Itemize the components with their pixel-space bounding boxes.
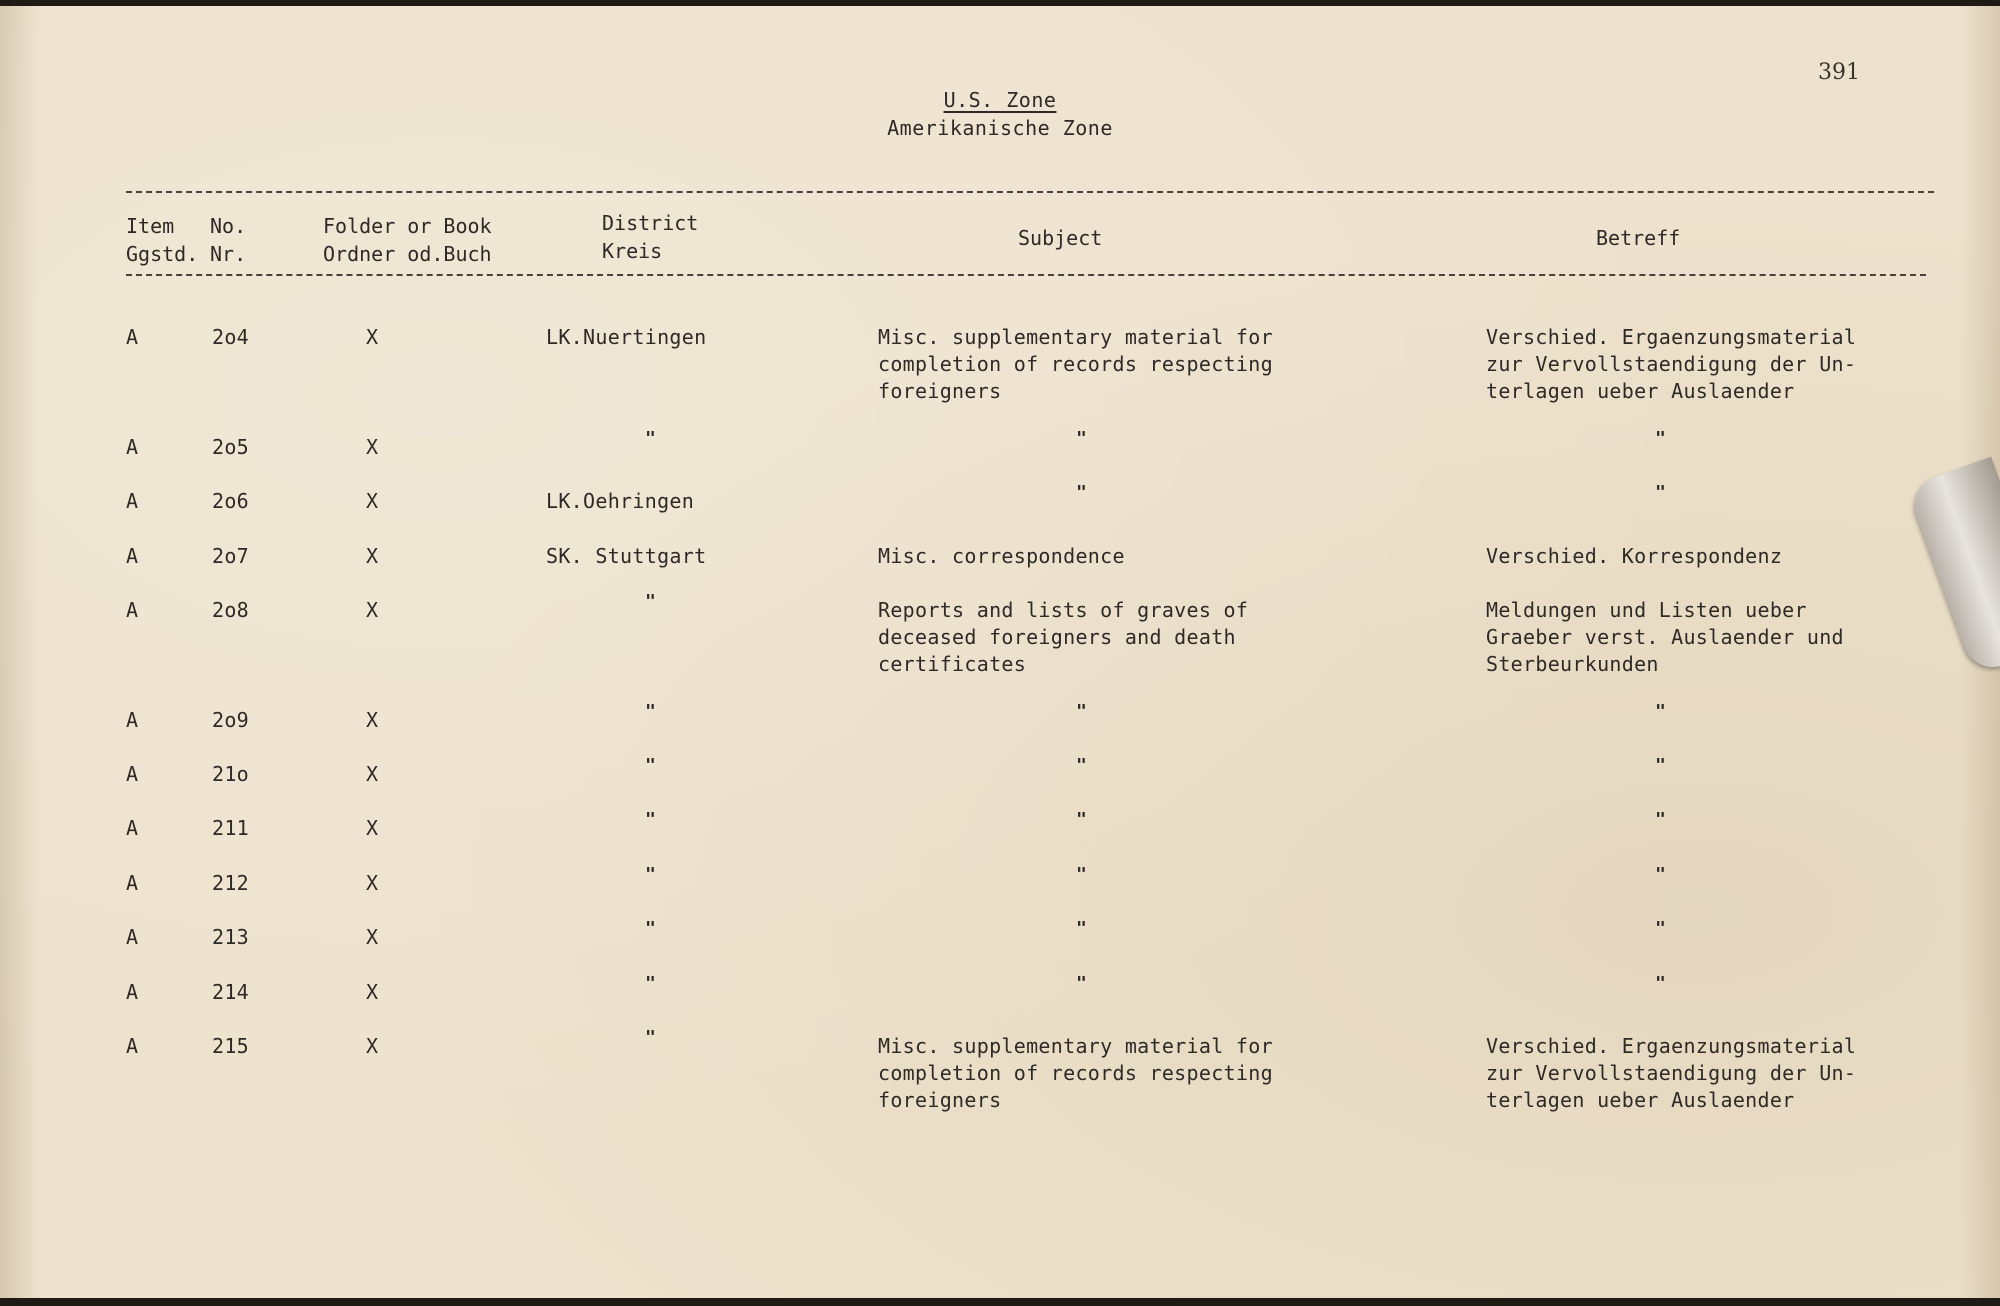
header-folder	[323, 212, 492, 268]
header-item-de: Ggstd.	[126, 242, 199, 266]
header-district	[602, 209, 698, 265]
cell-subject: "	[1076, 864, 1087, 885]
cell-betreff: "	[1655, 755, 1666, 776]
cell-folder: X	[366, 1034, 379, 1058]
cell-subject: "	[1076, 701, 1087, 722]
cell-folder: X	[366, 980, 379, 1004]
cell-district: LK.Nuertingen	[546, 325, 707, 349]
cell-no: 212	[212, 871, 250, 895]
cell-no: 21o	[212, 762, 250, 786]
header-folder-de: Ordner od.Buch	[323, 242, 492, 266]
cell-item: A	[126, 489, 139, 513]
cell-item: A	[126, 871, 139, 895]
cell-betreff: Meldungen und Listen ueber Graeber verst. Auslaender und Sterbeurkunden	[1486, 598, 1844, 676]
cell-betreff: "	[1655, 864, 1666, 885]
cell-folder: X	[366, 708, 379, 732]
cell-item: A	[126, 598, 139, 622]
header-item-en: Item	[126, 214, 175, 238]
cell-district: "	[645, 864, 656, 885]
cell-betreff: "	[1655, 701, 1666, 722]
cell-subject: "	[1076, 918, 1087, 939]
cell-no: 215	[212, 1034, 250, 1058]
cell-item: A	[126, 325, 139, 349]
cell-subject: Misc. supplementary material for completion of records respecting foreigners	[878, 325, 1273, 403]
header-betreff: Betreff	[1596, 226, 1681, 250]
cell-folder: X	[366, 544, 379, 568]
cell-district: "	[645, 918, 656, 939]
cell-folder: X	[366, 489, 379, 513]
cell-district: SK. Stuttgart	[546, 544, 707, 568]
cell-folder: X	[366, 871, 379, 895]
cell-item: A	[126, 816, 139, 840]
cell-folder: X	[366, 816, 379, 840]
cell-no: 2o9	[212, 708, 250, 732]
cell-item: A	[126, 708, 139, 732]
cell-district: "	[645, 1027, 656, 1048]
cell-subject: Reports and lists of graves of deceased foreigners and death certificates	[878, 598, 1249, 676]
cell-subject: "	[1076, 755, 1087, 776]
cell-no: 214	[212, 980, 250, 1004]
header-no-en: No.	[210, 214, 247, 238]
cell-item: A	[126, 980, 139, 1004]
cell-betreff: "	[1655, 809, 1666, 830]
cell-subject: "	[1076, 973, 1087, 994]
cell-folder: X	[366, 325, 379, 349]
header-rule-bottom	[126, 274, 1926, 276]
cell-item: A	[126, 1034, 139, 1058]
cell-district: LK.Oehringen	[546, 489, 695, 513]
cell-subject: Misc. supplementary material for completion of records respecting foreigners	[878, 1034, 1273, 1112]
cell-folder: X	[366, 925, 379, 949]
cell-no: 2o7	[212, 544, 250, 568]
cell-no: 2o4	[212, 325, 250, 349]
cell-district: "	[645, 973, 656, 994]
zone-title-de: Amerikanische Zone	[887, 116, 1113, 140]
cell-subject: Misc. correspondence	[878, 544, 1125, 568]
cell-betreff: "	[1655, 482, 1666, 503]
page-number: 391	[1818, 60, 1860, 85]
cell-no: 211	[212, 816, 250, 840]
cell-betreff: "	[1655, 918, 1666, 939]
cell-district: "	[645, 809, 656, 830]
cell-no: 2o5	[212, 435, 250, 459]
cell-betreff: Verschied. Ergaenzungsmaterial zur Vervollstaendigung der Un- terlagen ueber Auslaender	[1486, 1034, 1857, 1112]
cell-item: A	[126, 544, 139, 568]
cell-no: 2o8	[212, 598, 250, 622]
cell-folder: X	[366, 762, 379, 786]
header-rule-top	[126, 191, 1934, 193]
header-folder-en: Folder or Book	[323, 214, 492, 238]
cell-district: "	[645, 428, 656, 449]
cell-betreff: Verschied. Korrespondenz	[1486, 544, 1783, 568]
cell-item: A	[126, 762, 139, 786]
cell-district: "	[645, 755, 656, 776]
cell-folder: X	[366, 598, 379, 622]
document-page	[0, 6, 2000, 1298]
header-item	[126, 212, 198, 268]
cell-no: 2o6	[212, 489, 250, 513]
zone-title-en: U.S. Zone	[943, 88, 1057, 112]
cell-subject: "	[1076, 482, 1087, 503]
cell-no: 213	[212, 925, 250, 949]
cell-district: "	[645, 701, 656, 722]
header-district-de: Kreis	[602, 239, 663, 263]
cell-subject: "	[1076, 809, 1087, 830]
cell-betreff: "	[1655, 973, 1666, 994]
cell-district: "	[645, 591, 656, 612]
header-no	[210, 212, 246, 268]
cell-folder: X	[366, 435, 379, 459]
header-district-en: District	[602, 211, 699, 235]
header-subject: Subject	[1018, 226, 1103, 250]
cell-betreff: Verschied. Ergaenzungsmaterial zur Vervollstaendigung der Un- terlagen ueber Auslaender	[1486, 325, 1857, 403]
cell-item: A	[126, 925, 139, 949]
cell-betreff: "	[1655, 428, 1666, 449]
cell-subject: "	[1076, 428, 1087, 449]
zone-title	[0, 88, 2000, 112]
binder-clip	[1907, 457, 2000, 676]
cell-item: A	[126, 435, 139, 459]
header-no-de: Nr.	[210, 242, 247, 266]
